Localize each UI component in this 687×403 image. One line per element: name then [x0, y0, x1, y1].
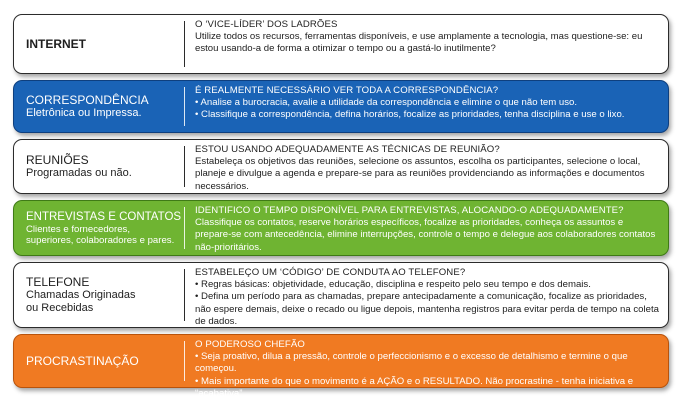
row-entrevistas — [13, 200, 669, 256]
row-heading: ESTOU USANDO ADEQUADAMENTE AS TÉCNICAS DE REUNIÃO? — [195, 144, 500, 155]
row-procrastinacao — [13, 334, 669, 399]
row-body — [195, 279, 660, 328]
row-label — [14, 81, 184, 132]
row-content — [185, 201, 668, 255]
row-label — [14, 140, 184, 193]
row-body — [195, 31, 660, 55]
row-content — [185, 15, 668, 73]
row-line: • Seja proativo, dilua a pressão, controle o perfeccionismo e o excesso de detalhismo e termine o que começou. — [195, 351, 628, 375]
row-body — [195, 97, 660, 121]
row-heading: ESTABELEÇO UM ‘CÓDIGO’ DE CONDUTA AO TELEFONE? — [195, 267, 466, 278]
row-title: TELEFONE — [26, 275, 90, 289]
row-subtitle: Clientes e fornecedores, superiores, colaboradores e pares. — [26, 223, 175, 246]
row-subtitle: Programadas ou não. — [26, 167, 132, 180]
row-reunioes — [13, 139, 669, 194]
row-content — [185, 335, 668, 399]
row-body — [195, 217, 660, 254]
row-telefone — [13, 262, 669, 328]
row-content — [185, 140, 668, 193]
row-title: REUNIÕES — [26, 153, 89, 168]
row-line: Utilize todos os recursos, ferramentas disponíveis, e use amplamente a tecnologia, mas questione-se: eu estou usando-a de forma a otimizar o tempo ou a gastá-lo inutilmente? — [195, 31, 643, 55]
row-label — [14, 335, 184, 387]
row-line: • Defina um período para as chamadas, prepare antecipadamente a comunicação, focalize as prioridades, não espere demais, deixe o recado ou ligue depois, mantenha registros para evitar perda de tempo na coleta de dados. — [195, 291, 659, 327]
row-body — [195, 156, 660, 193]
row-line: • Regras básicas: objetividade, educação, disciplina e respeito pelo seu tempo e dos demais. — [195, 279, 591, 291]
row-title: INTERNET — [26, 37, 86, 51]
row-title: CORRESPONDÊNCIA — [26, 93, 149, 108]
row-heading: O ‘VICE-LÍDER’ DOS LADRÕES — [195, 19, 338, 30]
row-line: Classifique os contatos, reserve horários específicos, focalize as prioridades, conheça os assuntos e prepare-se com antecedência, elimine interrupções, controle o tempo e delegue aos colaboradores contatos não-prioritários. — [195, 217, 656, 253]
row-internet — [13, 14, 669, 74]
row-title: PROCRASTINAÇÃO — [26, 354, 139, 368]
row-line: • Analise a burocracia, avalie a utilidade da correspondência e elimine o que não tem uso. — [195, 97, 578, 109]
row-subtitle: Eletrônica ou Impressa. — [26, 107, 142, 120]
row-label — [14, 15, 184, 73]
row-heading: IDENTIFICO O TEMPO DISPONÍVEL PARA ENTREVISTAS, ALOCANDO-O ADEQUADAMENTE? — [195, 205, 624, 216]
row-label — [14, 201, 184, 255]
row-title: ENTREVISTAS E CONTATOS — [26, 210, 182, 223]
row-line: Estabeleça os objetivos das reuniões, selecione os assuntos, escolha os participantes, selecione o local, planeje e divulgue a agenda e prepare-se para as reuniões providenciando as informações e documentos necessários. — [195, 156, 645, 192]
row-body — [195, 351, 660, 400]
row-heading: O PODEROSO CHEFÃO — [195, 339, 305, 350]
row-line: • Mais importante do que o movimento é a AÇÃO e o RESULTADO. Não procrastine - tenha iniciativa e “acabativa”. — [195, 375, 634, 399]
row-line: • Classifique a correspondência, defina horários, focalize as prioridades, tenha disciplina e use o lixo. — [195, 109, 625, 121]
row-correspondencia — [13, 80, 669, 133]
row-content — [185, 81, 668, 132]
row-heading: É REALMENTE NECESSÁRIO VER TODA A CORRESPONDÊNCIA? — [195, 85, 499, 96]
row-content — [185, 263, 668, 327]
row-label — [14, 263, 184, 327]
row-subtitle: Chamadas Originadas ou Recebidas — [26, 289, 136, 314]
